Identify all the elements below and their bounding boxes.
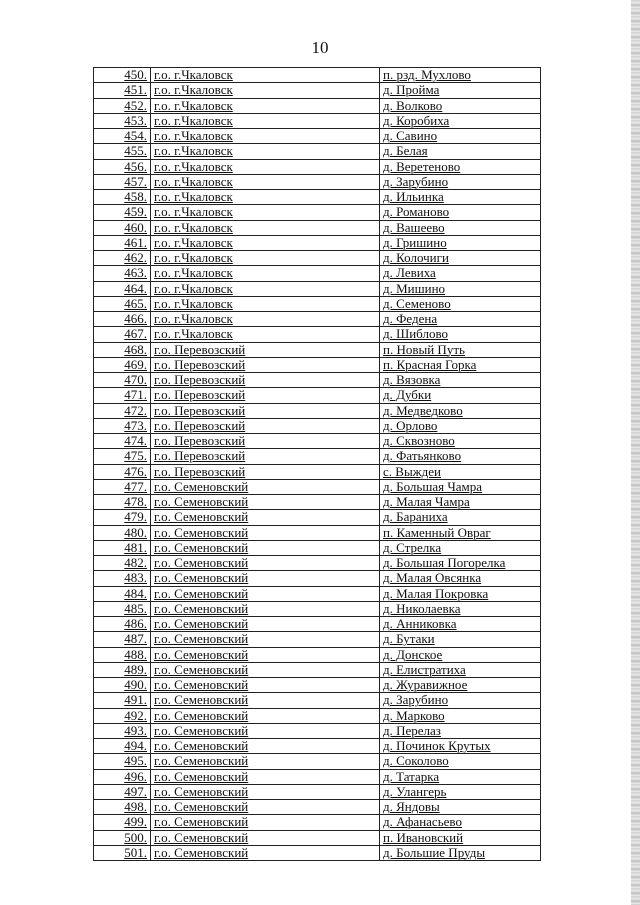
settlement-name: д. Большая Чамра [380,479,541,494]
row-number: 477. [94,479,151,494]
district-name: г.о. Перевозский [151,418,380,433]
row-number: 480. [94,525,151,540]
settlement-name: д. Коробиха [380,113,541,128]
settlement-name: д. Татарка [380,769,541,784]
table-row [94,495,541,510]
district-name: г.о. г.Чкаловск [151,296,380,311]
row-number: 468. [94,342,151,357]
row-number: 452. [94,98,151,113]
row-number: 470. [94,373,151,388]
row-number: 482. [94,556,151,571]
row-number: 493. [94,723,151,738]
row-number: 492. [94,708,151,723]
row-number: 494. [94,739,151,754]
table-row [94,845,541,860]
district-name: г.о. Перевозский [151,357,380,372]
row-number: 465. [94,296,151,311]
district-name: г.о. Семеновский [151,739,380,754]
settlements-table [93,67,541,861]
district-name: г.о. Семеновский [151,479,380,494]
row-number: 498. [94,800,151,815]
settlement-name: д. Большие Пруды [380,845,541,860]
table-row [94,174,541,189]
district-name: г.о. Семеновский [151,525,380,540]
table-row [94,403,541,418]
settlement-name: д. Афанасьево [380,815,541,830]
table-row [94,769,541,784]
settlement-name: д. Зарубино [380,174,541,189]
district-name: г.о. Семеновский [151,678,380,693]
row-number: 475. [94,449,151,464]
settlement-name: д. Орлово [380,418,541,433]
table-row [94,98,541,113]
row-number: 462. [94,251,151,266]
row-number: 489. [94,662,151,677]
district-name: г.о. Семеновский [151,571,380,586]
district-name: г.о. Перевозский [151,342,380,357]
row-number: 469. [94,357,151,372]
table-row [94,754,541,769]
district-name: г.о. Семеновский [151,815,380,830]
settlement-name: п. Красная Горка [380,357,541,372]
district-name: г.о. Семеновский [151,693,380,708]
district-name: г.о. Семеновский [151,723,380,738]
row-number: 455. [94,144,151,159]
table-row [94,510,541,525]
row-number: 457. [94,174,151,189]
settlement-name: д. Соколово [380,754,541,769]
district-name: г.о. Перевозский [151,434,380,449]
district-name: г.о. Семеновский [151,769,380,784]
table-row [94,632,541,647]
district-name: г.о. Семеновский [151,495,380,510]
settlement-name: д. Вязовка [380,373,541,388]
settlement-name: д. Левиха [380,266,541,281]
table-row [94,190,541,205]
row-number: 451. [94,83,151,98]
settlement-name: п. Новый Путь [380,342,541,357]
row-number: 464. [94,281,151,296]
row-number: 495. [94,754,151,769]
settlement-name: д. Большая Погорелка [380,556,541,571]
table-row [94,342,541,357]
table-row [94,220,541,235]
district-name: г.о. Семеновский [151,556,380,571]
district-name: г.о. Семеновский [151,617,380,632]
district-name: г.о. Семеновский [151,845,380,860]
district-name: г.о. г.Чкаловск [151,159,380,174]
row-number: 484. [94,586,151,601]
district-name: г.о. Семеновский [151,540,380,555]
row-number: 478. [94,495,151,510]
district-name: г.о. г.Чкаловск [151,174,380,189]
table-row [94,68,541,83]
table-row [94,739,541,754]
table-row [94,571,541,586]
row-number: 460. [94,220,151,235]
district-name: г.о. Семеновский [151,754,380,769]
district-name: г.о. Перевозский [151,464,380,479]
row-number: 454. [94,129,151,144]
row-number: 453. [94,113,151,128]
settlement-name: д. Семеново [380,296,541,311]
settlement-name: д. Пройма [380,83,541,98]
row-number: 450. [94,68,151,83]
row-number: 459. [94,205,151,220]
district-name: г.о. г.Чкаловск [151,190,380,205]
table-row [94,388,541,403]
settlement-name: д. Стрелка [380,540,541,555]
district-name: г.о. г.Чкаловск [151,98,380,113]
settlement-name: д. Перелаз [380,723,541,738]
row-number: 474. [94,434,151,449]
settlement-name: д. Бутаки [380,632,541,647]
row-number: 485. [94,601,151,616]
district-name: г.о. г.Чкаловск [151,327,380,342]
page-number: 10 [311,38,329,57]
table-row [94,784,541,799]
district-name: г.о. г.Чкаловск [151,235,380,250]
settlement-name: п. Каменный Овраг [380,525,541,540]
settlement-name: с. Выждеи [380,464,541,479]
row-number: 473. [94,418,151,433]
row-number: 497. [94,784,151,799]
table-row [94,251,541,266]
district-name: г.о. г.Чкаловск [151,266,380,281]
settlement-name: п. рзд. Мухлово [380,68,541,83]
table-row [94,617,541,632]
district-name: г.о. Перевозский [151,403,380,418]
table-row [94,373,541,388]
table-row [94,434,541,449]
table-row [94,647,541,662]
settlement-name: д. Малая Чамра [380,495,541,510]
district-name: г.о. Семеновский [151,647,380,662]
settlement-name: д. Гришино [380,235,541,250]
table-row [94,708,541,723]
table-row [94,266,541,281]
settlement-name: д. Ильинка [380,190,541,205]
settlement-name: д. Улангерь [380,784,541,799]
settlement-name: д. Белая [380,144,541,159]
table-row [94,235,541,250]
district-name: г.о. г.Чкаловск [151,312,380,327]
table-row [94,159,541,174]
settlement-name: д. Николаевка [380,601,541,616]
row-number: 463. [94,266,151,281]
table-row [94,525,541,540]
settlement-name: д. Шиблово [380,327,541,342]
settlement-name: д. Сквозново [380,434,541,449]
table-row [94,357,541,372]
row-number: 471. [94,388,151,403]
table-row [94,830,541,845]
row-number: 481. [94,540,151,555]
scan-edge-artifact [631,0,640,905]
district-name: г.о. Семеновский [151,510,380,525]
settlement-name: д. Вашеево [380,220,541,235]
settlements-table-body [94,68,541,861]
row-number: 486. [94,617,151,632]
table-row [94,312,541,327]
settlement-name: д. Елистратиха [380,662,541,677]
row-number: 490. [94,678,151,693]
row-number: 491. [94,693,151,708]
table-row [94,144,541,159]
table-row [94,540,541,555]
district-name: г.о. Семеновский [151,708,380,723]
settlement-name: д. Федена [380,312,541,327]
district-name: г.о. г.Чкаловск [151,83,380,98]
district-name: г.о. г.Чкаловск [151,113,380,128]
district-name: г.о. Семеновский [151,800,380,815]
row-number: 496. [94,769,151,784]
row-number: 499. [94,815,151,830]
settlement-name: д. Дубки [380,388,541,403]
settlement-name: п. Ивановский [380,830,541,845]
district-name: г.о. г.Чкаловск [151,129,380,144]
row-number: 500. [94,830,151,845]
row-number: 458. [94,190,151,205]
district-name: г.о. Семеновский [151,784,380,799]
settlement-name: д. Марково [380,708,541,723]
settlement-name: д. Веретеново [380,159,541,174]
table-row [94,281,541,296]
table-row [94,662,541,677]
district-name: г.о. Семеновский [151,830,380,845]
row-number: 461. [94,235,151,250]
table-row [94,723,541,738]
district-name: г.о. г.Чкаловск [151,220,380,235]
row-number: 479. [94,510,151,525]
row-number: 466. [94,312,151,327]
table-row [94,449,541,464]
settlement-name: д. Савино [380,129,541,144]
district-name: г.о. г.Чкаловск [151,68,380,83]
district-name: г.о. г.Чкаловск [151,251,380,266]
district-name: г.о. г.Чкаловск [151,205,380,220]
table-row [94,556,541,571]
row-number: 487. [94,632,151,647]
table-row [94,464,541,479]
district-name: г.о. Семеновский [151,586,380,601]
settlement-name: д. Мишино [380,281,541,296]
row-number: 467. [94,327,151,342]
settlement-name: д. Медведково [380,403,541,418]
settlement-name: д. Волково [380,98,541,113]
settlement-name: д. Починок Крутых [380,739,541,754]
district-name: г.о. Перевозский [151,388,380,403]
row-number: 483. [94,571,151,586]
district-name: г.о. Семеновский [151,662,380,677]
table-row [94,586,541,601]
table-row [94,693,541,708]
table-row [94,327,541,342]
settlement-name: д. Малая Покровка [380,586,541,601]
table-row [94,601,541,616]
row-number: 488. [94,647,151,662]
settlement-name: д. Яндовы [380,800,541,815]
row-number: 501. [94,845,151,860]
table-row [94,800,541,815]
district-name: г.о. Перевозский [151,373,380,388]
district-name: г.о. Семеновский [151,632,380,647]
table-row [94,815,541,830]
settlement-name: д. Журавижное [380,678,541,693]
row-number: 476. [94,464,151,479]
settlement-name: д. Фатьянково [380,449,541,464]
settlement-name: д. Малая Овсянка [380,571,541,586]
district-name: г.о. Семеновский [151,601,380,616]
row-number: 456. [94,159,151,174]
table-row [94,418,541,433]
settlement-name: д. Колочиги [380,251,541,266]
table-row [94,479,541,494]
table-row [94,205,541,220]
district-name: г.о. г.Чкаловск [151,144,380,159]
settlement-name: д. Донское [380,647,541,662]
row-number: 472. [94,403,151,418]
table-row [94,678,541,693]
table-row [94,113,541,128]
district-name: г.о. г.Чкаловск [151,281,380,296]
district-name: г.о. Перевозский [151,449,380,464]
table-row [94,129,541,144]
settlement-name: д. Зарубино [380,693,541,708]
settlement-name: д. Романово [380,205,541,220]
table-row [94,83,541,98]
settlement-name: д. Бараниха [380,510,541,525]
table-row [94,296,541,311]
settlement-name: д. Анниковка [380,617,541,632]
